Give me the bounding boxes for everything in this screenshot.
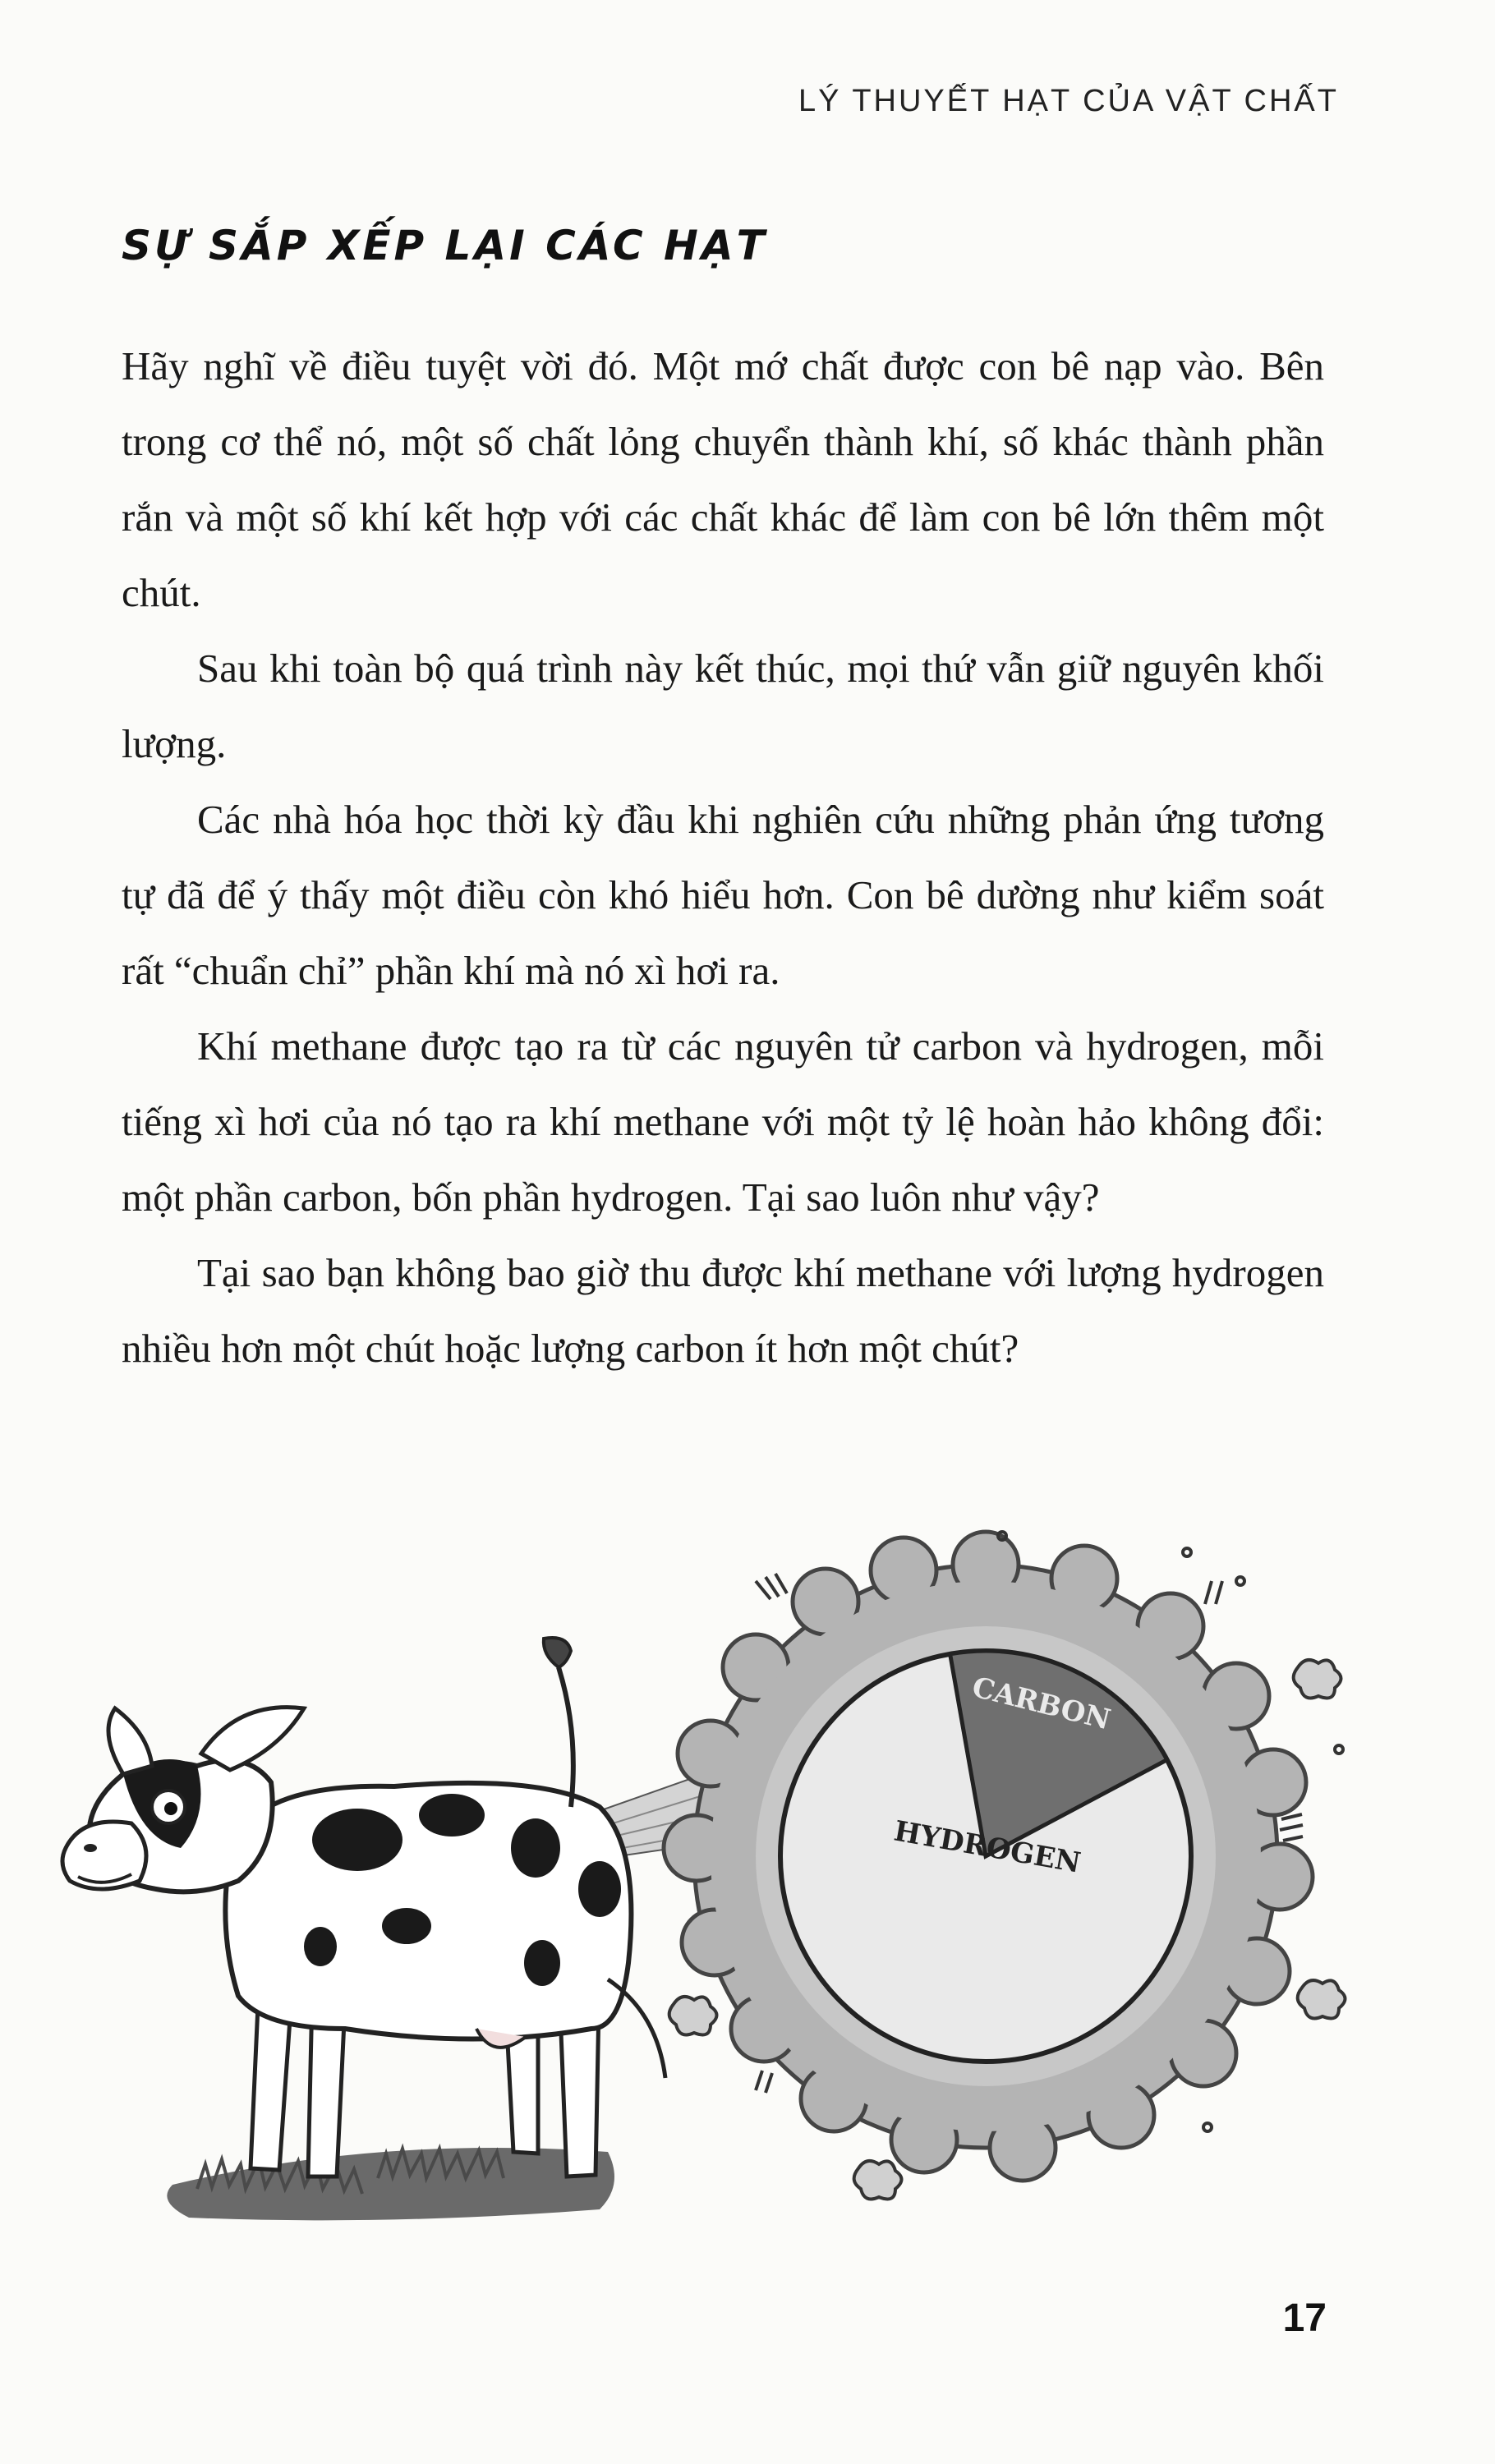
methane-pie-chart: [780, 1651, 1191, 2062]
body-text: [122, 329, 1324, 1386]
running-header: LÝ THUYẾT HẠT CỦA VẬT CHẤT: [798, 84, 1339, 118]
paragraph-5: Tại sao bạn không bao giờ thu được khí methane với lượng hydrogen nhiều hơn một chút hoặc lượng carbon ít hơn một chút?: [122, 1250, 1324, 1371]
paragraph-1: Hãy nghĩ về điều tuyệt vời đó. Một mớ chất được con bê nạp vào. Bên trong cơ thể nó, một số chất lỏng chuyển thành khí, số khác thành phần rắn và một số khí kết hợp với các chất khác để làm con bê lớn thêm một chút.: [122, 343, 1324, 615]
page-number: 17: [1282, 2296, 1327, 2340]
pie-label-carbon: CARBON: [968, 1671, 1114, 1737]
section-title: SỰ SẮP XẾP LẠI CÁC HẠT: [122, 222, 768, 269]
cow: [225, 1638, 665, 2078]
cow-methane-illustration: [33, 1503, 1347, 2259]
pie-label-hydrogen: HYDROGEN: [891, 1814, 1083, 1880]
paragraph-2: Sau khi toàn bộ quá trình này kết thúc, mọi thứ vẫn giữ nguyên khối lượng.: [122, 646, 1324, 766]
grass: [167, 2148, 614, 2220]
paragraph-4: Khí methane được tạo ra từ các nguyên tử carbon và hydrogen, mỗi tiếng xì hơi của nó tạo ra khí methane với một tỷ lệ hoàn hảo không đổi: một phần carbon, bốn phần hydrogen. Tại sao luôn như vậy?: [122, 1023, 1324, 1220]
paragraph-3: Các nhà hóa học thời kỳ đầu khi nghiên cứu những phản ứng tương tự đã để ý thấy một điều còn khó hiểu hơn. Con bê dường như kiểm soát rất “chuẩn chỉ” phần khí mà nó xì hơi ra.: [122, 797, 1324, 993]
